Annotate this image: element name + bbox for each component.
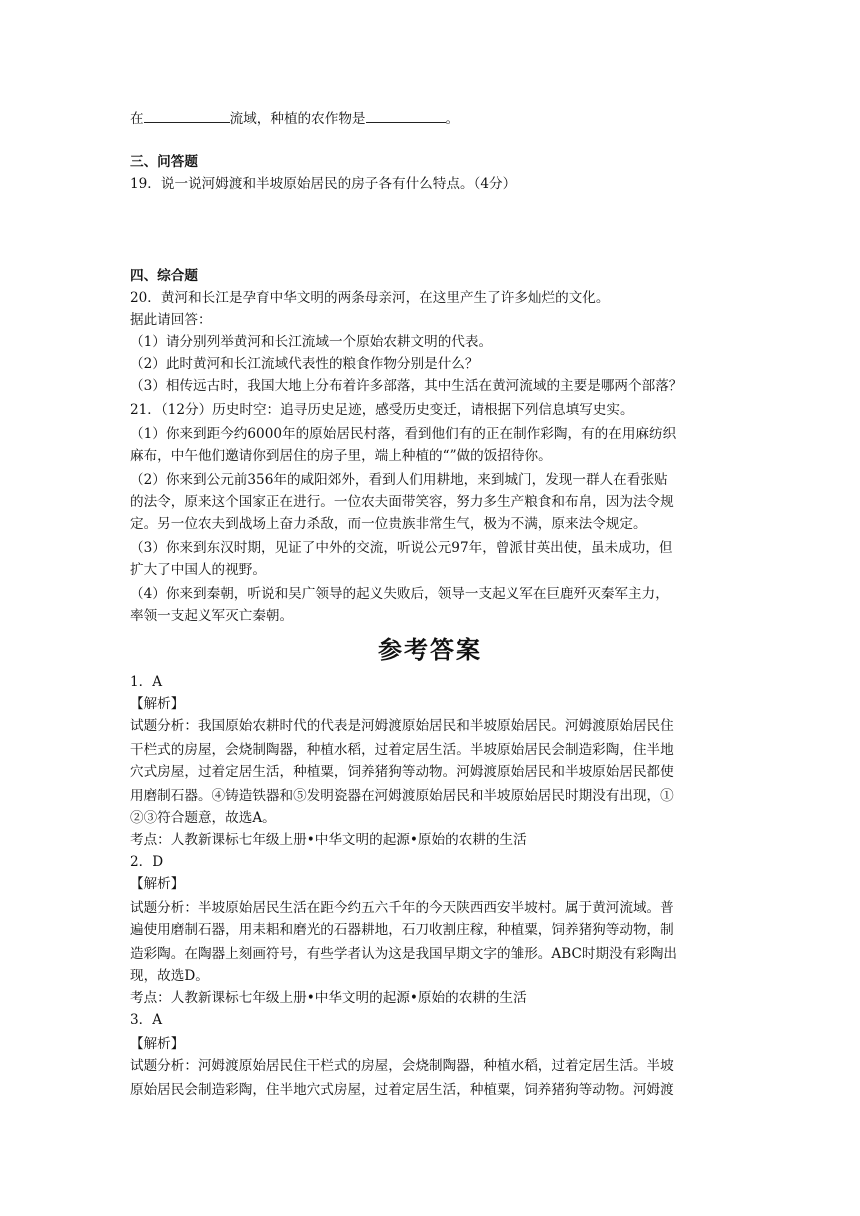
sub-question-cont: 扩大了中国人的视野。 [130, 562, 266, 578]
sub-question: （3）你来到东汉时期，见证了中外的交流，听说公元97年，曾派甘英出使，虽未成功，但 [130, 540, 673, 556]
sub-question-cont: 率领一支起义军灭亡秦朝。 [130, 608, 294, 624]
sub-question-cont: 定。另一位农夫到战场上奋力杀敌，而一位贵族非常生气，极为不满，原来法令规定。 [130, 516, 647, 532]
answer-number: 2．D [130, 854, 164, 870]
q18-text-c: 。 [445, 111, 460, 127]
question-text: 21．（12分）历史时空：追寻历史足迹，感受历史变迁，请根据下列信息填写史实。 [130, 402, 634, 418]
analysis-text: 试题分析：河姆渡原始居民住干栏式的房屋，会烧制陶器，种植水稻，过着定居生活。半坡 [130, 1058, 674, 1074]
sub-question-cont: 麻布，中午他们邀请你到居住的房子里，端上种植的“”做的饭招待你。 [130, 448, 552, 464]
analysis-label: 【解析】 [130, 1036, 185, 1052]
answer-point: 考点：人教新课标七年级上册•中华文明的起源•原始的农耕的生活 [130, 832, 527, 848]
sub-question: （1）你来到距今约6000年的原始居民村落，看到他们有的正在制作彩陶，有的在用麻纺织 [130, 426, 677, 442]
analysis-text: 干栏式的房屋，会烧制陶器，种植水稻，过着定居生活。半坡原始居民会制造彩陶，住半地 [130, 742, 674, 758]
sub-question: （2）你来到公元前356年的咸阳郊外，看到人们用耕地，来到城门，发现一群人在看张贴 [130, 472, 668, 488]
analysis-label: 【解析】 [130, 696, 185, 712]
question-text: 19．说一说河姆渡和半坡原始居民的房子各有什么特点。（4分） [130, 176, 517, 192]
analysis-label: 【解析】 [130, 876, 185, 892]
q18-text-a: 在 [130, 111, 144, 127]
sub-question: （1）请分别列举黄河和长江流域一个原始农耕文明的代表。 [130, 334, 493, 350]
analysis-text: 造彩陶。在陶器上刻画符号，有些学者认为这是我国早期文字的雏形。ABC时期没有彩陶出 [130, 946, 678, 962]
analysis-text: 穴式房屋，过着定居生活，种植粟，饲养猪狗等动物。河姆渡原始居民和半坡原始居民都使 [130, 764, 674, 780]
analysis-text: 用磨制石器。④铸造铁器和⑤发明瓷器在河姆渡原始居民和半坡原始居民时期没有出现，① [130, 788, 674, 804]
question-text: 据此请回答： [130, 312, 212, 328]
analysis-text: 遍使用磨制石器，用耒耜和磨光的石器耕地，石刀收割庄稼，种植粟，饲养猪狗等动物，制 [130, 922, 674, 938]
answer-blank [366, 108, 446, 123]
sub-question: （3）相传远古时，我国大地上分布着许多部落，其中生活在黄河流域的主要是哪两个部落？ [130, 378, 683, 394]
q18-fill-line [130, 108, 459, 129]
answers-title: 参考答案 [378, 635, 482, 664]
analysis-text: 现，故选D。 [130, 968, 209, 984]
analysis-text: 试题分析：我国原始农耕时代的代表是河姆渡原始居民和半坡原始居民。河姆渡原始居民住 [130, 718, 674, 734]
question-text: 20．黄河和长江是孕育中华文明的两条母亲河，在这里产生了许多灿烂的文化。 [130, 290, 610, 306]
answer-point: 考点：人教新课标七年级上册•中华文明的起源•原始的农耕的生活 [130, 990, 527, 1006]
analysis-text: ②③符合题意，故选A。 [130, 810, 276, 826]
sub-question: （2）此时黄河和长江流域代表性的粮食作物分别是什么？ [130, 356, 479, 372]
section-heading: 四、综合题 [130, 268, 198, 284]
answer-number: 3．A [130, 1012, 163, 1028]
sub-question: （4）你来到秦朝，听说和吴广领导的起义失败后，领导一支起义军在巨鹿歼灭秦军主力， [130, 586, 669, 602]
answer-blank [144, 108, 230, 123]
q18-text-b: 流域，种植的农作物是 [229, 111, 366, 127]
analysis-text: 试题分析：半坡原始居民生活在距今约五六千年的今天陕西西安半坡村。属于黄河流域。普 [130, 900, 674, 916]
section-heading: 三、问答题 [130, 154, 198, 170]
sub-question-cont: 的法令，原来这个国家正在进行。一位农夫面带笑容，努力多生产粮食和布帛，因为法令规 [130, 494, 674, 510]
analysis-text: 原始居民会制造彩陶，住半地穴式房屋，过着定居生活，种植粟，饲养猪狗等动物。河姆渡 [130, 1082, 674, 1098]
answer-number: 1．A [130, 674, 163, 690]
